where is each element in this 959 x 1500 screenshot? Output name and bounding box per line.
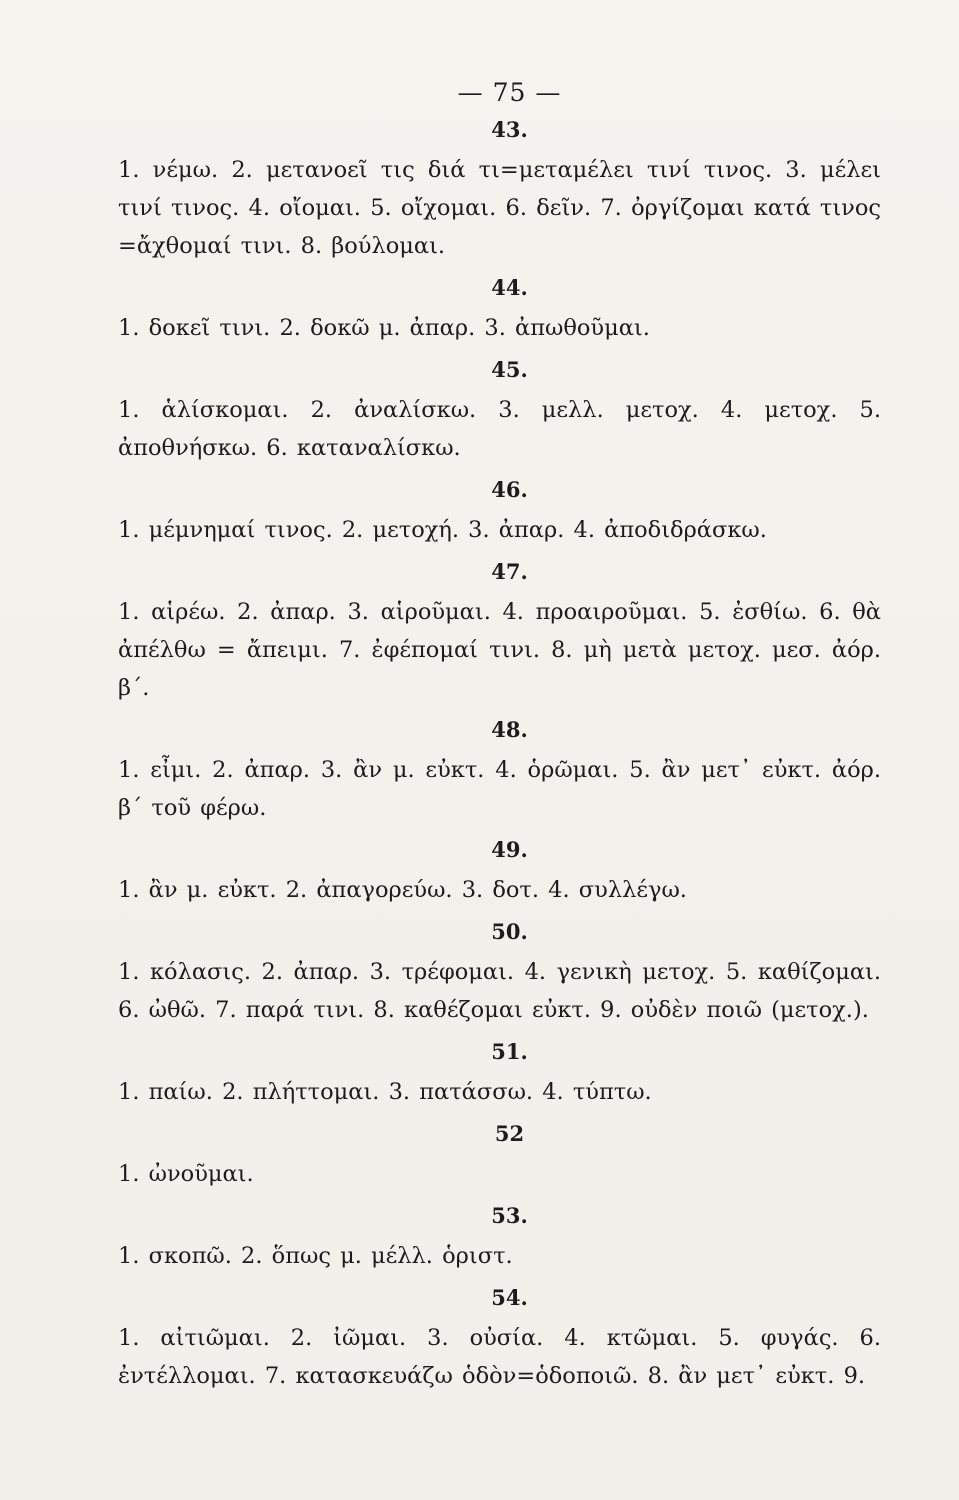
section-text: 1. κόλασις. 2. ἀπαρ. 3. τρέφομαι. 4. γενικὴ μετοχ. 5. καθίζομαι. 6. ὠθῶ. 7. παρά τινι. 8. καθέζομαι εὐκτ. 9. οὐδὲν ποιῶ (μετοχ.). xyxy=(118,959,881,1023)
exercise-section xyxy=(118,117,881,265)
section-text: 1. εἶμι. 2. ἀπαρ. 3. ἂν μ. εὐκτ. 4. ὁρῶμαι. 5. ἂν μετ᾽ εὐκτ. ἀόρ. β΄ τοῦ φέρω. xyxy=(118,757,881,821)
section-number: 54. xyxy=(491,1285,528,1310)
section-text: 1. δοκεῖ τινι. 2. δοκῶ μ. ἀπαρ. 3. ἀπωθοῦμαι. xyxy=(118,315,650,341)
exercise-section xyxy=(118,477,881,549)
section-text: 1. ἁλίσκομαι. 2. ἀναλίσκω. 3. μελλ. μετοχ. 4. μετοχ. 5. ἀποθνήσκω. 6. καταναλίσκω. xyxy=(118,397,881,461)
section-text: 1. παίω. 2. πλήττομαι. 3. πατάσσω. 4. τύπτω. xyxy=(118,1079,652,1105)
section-number: 47. xyxy=(491,559,528,584)
section-text: 1. αἱρέω. 2. ἀπαρ. 3. αἱροῦμαι. 4. προαιροῦμαι. 5. ἐσθίω. 6. θὰ ἀπέλθω = ἄπειμι. 7. ἐφέπομαί τινι. 8. μὴ μετὰ μετοχ. μεσ. ἀόρ. β΄. xyxy=(118,599,881,701)
section-text: 1. αἰτιῶμαι. 2. ἰῶμαι. 3. οὐσία. 4. κτῶμαι. 5. φυγάς. 6. ἐντέλλομαι. 7. κατασκευάζω ὁδὸν=ὁδοποιῶ. 8. ἂν μετ᾽ εὐκτ. 9. xyxy=(118,1325,881,1389)
exercise-section xyxy=(118,559,881,707)
exercise-section xyxy=(118,837,881,909)
section-number: 44. xyxy=(491,275,528,300)
exercise-section xyxy=(118,1039,881,1111)
section-number: 43. xyxy=(491,117,528,142)
section-text: 1. ἂν μ. εὐκτ. 2. ἀπαγορεύω. 3. δοτ. 4. συλλέγω. xyxy=(118,877,687,903)
section-number: 50. xyxy=(491,919,528,944)
section-number: 46. xyxy=(491,477,528,502)
section-number: 53. xyxy=(491,1203,528,1228)
section-text: 1. σκοπῶ. 2. ὅπως μ. μέλλ. ὁριστ. xyxy=(118,1243,513,1269)
exercise-section xyxy=(118,275,881,347)
page-number: — 75 — xyxy=(457,78,562,107)
exercise-section xyxy=(118,1121,881,1193)
section-number: 45. xyxy=(491,357,528,382)
section-number: 48. xyxy=(491,717,528,742)
section-text: 1. μέμνημαί τινος. 2. μετοχή. 3. ἀπαρ. 4. ἀποδιδράσκω. xyxy=(118,517,767,543)
exercise-section xyxy=(118,357,881,467)
exercise-section xyxy=(118,919,881,1029)
exercise-section xyxy=(118,1203,881,1275)
section-number: 51. xyxy=(491,1039,528,1064)
section-number: 52 xyxy=(494,1121,525,1146)
exercise-section xyxy=(118,1285,881,1395)
section-text: 1. ὠνοῦμαι. xyxy=(118,1161,254,1187)
section-text: 1. νέμω. 2. μετανοεῖ τις διά τι=μεταμέλει τινί τινος. 3. μέλει τινί τινος. 4. οἴομαι. 5. οἴχομαι. 6. δεῖν. 7. ὀργίζομαι κατά τινος =ἄχθομαί τινι. 8. βούλομαι. xyxy=(118,157,881,259)
exercise-section xyxy=(118,717,881,827)
section-number: 49. xyxy=(491,837,528,862)
